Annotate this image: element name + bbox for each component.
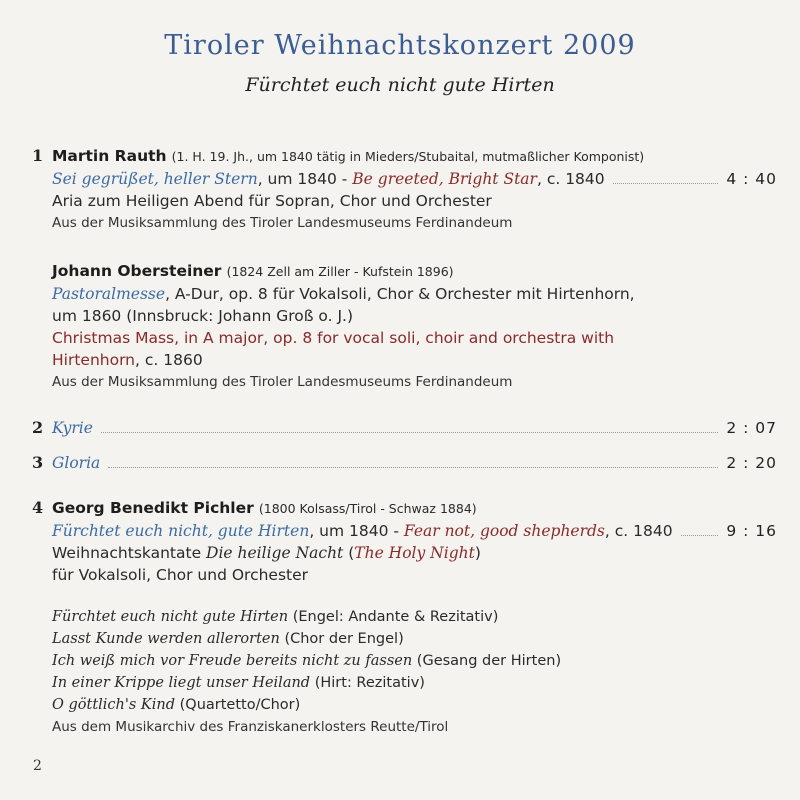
movement-item <box>52 606 777 628</box>
movement-note: (Chor der Engel) <box>279 631 404 647</box>
source-note: Aus der Musiksammlung des Tiroler Landesmuseums Ferdinandeum <box>52 374 513 390</box>
cantata-title: Die heilige Nacht <box>206 544 344 562</box>
work-scoring: für Vokalsoli, Chor und Orchester <box>52 566 309 584</box>
track-duration: 4 : 40 <box>726 170 777 188</box>
paren-open: ( <box>343 544 355 562</box>
track-duration: 2 : 20 <box>726 454 777 472</box>
work-date: , um 1840 - <box>309 522 404 540</box>
movement-note: (Engel: Andante & Rezitativ) <box>288 609 499 625</box>
movement-title: Lasst Kunde werden allerorten <box>52 631 280 647</box>
work-title: Sei gegrüßet, heller Stern <box>52 170 258 188</box>
movement-item <box>52 628 777 650</box>
work-description: Aria zum Heiligen Abend für Sopran, Chor und Orchester <box>52 192 492 210</box>
track-title: Gloria <box>52 454 101 472</box>
work-title-en: Christmas Mass, in A major, op. 8 for vocal soli, choir and orchestra with <box>52 329 615 347</box>
work-line <box>52 520 777 542</box>
work-title-en: Fear not, good shepherds <box>403 522 605 540</box>
track-number: 4 <box>32 498 44 517</box>
entry-4 <box>32 497 777 738</box>
work-date-en: , c. 1840 <box>604 522 673 540</box>
work-publication: um 1860 (Innsbruck: Johann Groß o. J.) <box>52 307 354 325</box>
dot-leader <box>108 466 718 468</box>
source-note: Aus der Musiksammlung des Tiroler Landesmuseums Ferdinandeum <box>52 215 513 231</box>
work-date-en: , c. 1840 <box>536 170 605 188</box>
page-title: Tiroler Weihnachtskonzert 2009 <box>164 30 636 61</box>
movement-item <box>52 672 777 694</box>
movement-note: (Hirt: Rezitativ) <box>310 675 425 691</box>
work-title: Fürchtet euch nicht, gute Hirten <box>52 522 310 540</box>
dot-leader <box>681 534 719 536</box>
work-date-en: , c. 1860 <box>135 351 203 369</box>
movement-title: Ich weiß mich vor Freude bereits nicht zu fassen <box>52 653 413 669</box>
movement-title: Fürchtet euch nicht gute Hirten <box>52 609 289 625</box>
page-number: 2 <box>33 758 42 774</box>
track-number: 2 <box>32 418 44 437</box>
composer-bio: (1. H. 19. Jh., um 1840 tätig in Mieders/Stubaital, mutmaßlicher Komponist) <box>171 149 645 164</box>
composer-name: Johann Obersteiner <box>52 262 222 280</box>
composer-name: Georg Benedikt Pichler <box>52 499 254 517</box>
movement-title: In einer Krippe liegt unser Heiland <box>52 675 311 691</box>
movement-item <box>52 650 777 672</box>
track-duration: 2 : 07 <box>726 419 777 437</box>
track-number: 1 <box>32 146 44 165</box>
page-subtitle: Fürchtet euch nicht gute Hirten <box>245 74 555 96</box>
movement-note: (Gesang der Hirten) <box>412 653 562 669</box>
work-date: , um 1840 - <box>257 170 353 188</box>
description-text: Weihnachtskantate <box>52 544 207 562</box>
track-duration: 9 : 16 <box>726 522 777 540</box>
track-number: 3 <box>32 453 44 472</box>
composer-name: Martin Rauth <box>52 147 167 165</box>
movement-title: O göttlich's Kind <box>52 697 176 713</box>
movement-note: (Quartetto/Chor) <box>175 697 301 713</box>
track-title: Kyrie <box>52 419 93 437</box>
work-details: , A-Dur, op. 8 für Vokalsoli, Chor & Orchester mit Hirtenhorn, <box>165 285 635 303</box>
composer-bio: (1800 Kolsass/Tirol - Schwaz 1884) <box>258 501 477 516</box>
track-row <box>32 452 777 474</box>
work-description <box>52 542 777 564</box>
track-row <box>32 417 777 439</box>
cantata-title-en: The Holy Night <box>354 544 475 562</box>
dot-leader <box>101 431 718 433</box>
dot-leader <box>613 182 719 184</box>
source-note: Aus dem Musikarchiv des Franziskanerklosters Reutte/Tirol <box>52 719 449 735</box>
entry-1 <box>32 145 777 234</box>
work-title-en-cont: Hirtenhorn <box>52 351 136 369</box>
entry-mass <box>52 260 777 393</box>
work-title: Pastoralmesse <box>52 285 166 303</box>
paren-close: ) <box>474 544 481 562</box>
work-line <box>52 168 777 190</box>
work-title-en: Be greeted, Bright Star <box>352 170 537 188</box>
movement-item <box>52 694 777 716</box>
composer-bio: (1824 Zell am Ziller - Kufstein 1896) <box>226 264 454 279</box>
